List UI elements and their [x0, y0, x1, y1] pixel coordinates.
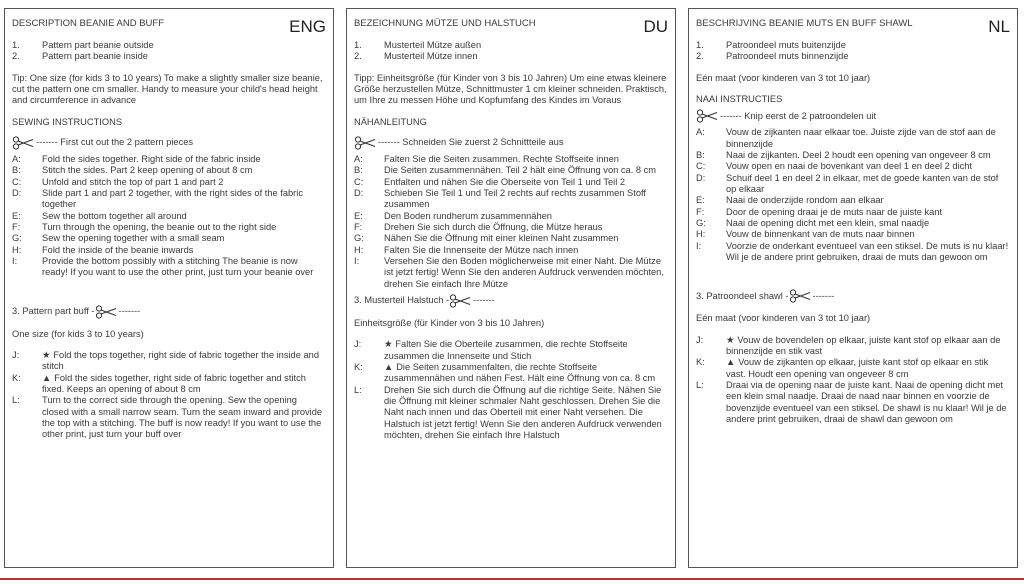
instruction-step — [12, 154, 326, 165]
step-text: Voorzie de onderkant eventueel van een stiksel. De muts is nu klaar! Wil je de andere print gebruiken, draai de muts dan gewoon om — [726, 240, 1009, 262]
step-letter: L: — [696, 379, 704, 390]
step-letter: D: — [354, 187, 364, 198]
step-text: Provide the bottom possibly with a stitching The beanie is now ready! If you want to use the other print, just turn your beanie over — [42, 255, 314, 278]
column-header — [354, 16, 668, 40]
step-letter: K: — [12, 372, 21, 383]
language-code: ENG — [289, 17, 326, 36]
instruction-step — [696, 195, 1010, 206]
step-letter: G: — [12, 233, 22, 244]
instruction-step — [354, 233, 668, 244]
pattern-part-text: Patroondeel muts buitenzijde — [726, 40, 846, 50]
instruction-step — [12, 211, 326, 222]
scissors-icon — [95, 305, 117, 319]
star-marker-icon: ★ — [384, 339, 393, 350]
instruction-step — [354, 188, 668, 211]
step-text: Die Seiten zusammenfalten, die rechte Stoffseite zusammennähen und nähen Fest. Hält eine Öffnung von ca. 8 cm — [384, 361, 656, 384]
step-text: Fold the sides together. Right side of the fabric inside — [42, 153, 261, 164]
step-letter: A: — [354, 153, 363, 164]
step-text: Vouw de bovendelen op elkaar, juiste kant stof op elkaar aan de binnenzijde en stik vast — [726, 334, 1001, 356]
pattern-part-text: Patroondeel muts binnenzijde — [726, 51, 849, 62]
buff-pattern-label: 3. Pattern part buff - — [12, 305, 95, 316]
cut-line — [12, 136, 326, 150]
size-tip: Tipp: Einheitsgröße (für Kinder von 3 bis 10 Jahren) Um eine etwas kleinere Größe herzustellen Mütze, Schnittmuster 1 cm kleiner schneiden. Praktisch, um Ihre zu messen Höhe und Kopfumfang des Kindes im Voraus — [354, 72, 667, 106]
instruction-step — [12, 222, 326, 233]
step-text: Falten Sie die Oberteile zusammen, die rechte Stoffseite zusammen die Innenseite und Stich — [384, 339, 628, 361]
instruction-step — [354, 222, 668, 233]
step-letter: D: — [12, 187, 22, 198]
step-text: Slide part 1 and part 2 together, with the right sides of the fabric together — [42, 187, 303, 210]
pattern-part-text: Pattern part beanie outside — [42, 40, 154, 50]
instruction-step — [696, 127, 1010, 150]
pattern-part-number: 2. — [696, 51, 704, 62]
instructions-column-english — [4, 8, 334, 568]
buff-instruction-step — [354, 362, 668, 385]
buff-instruction-step — [696, 335, 1010, 358]
step-text: Falten Sie die Seiten zusammen. Rechte Stoffseite innen — [384, 153, 619, 164]
column-title: DESCRIPTION BEANIE AND BUFF — [12, 18, 165, 29]
column-header — [696, 16, 1010, 40]
buff-instruction-step — [696, 357, 1010, 380]
step-letter: E: — [696, 195, 705, 206]
step-letter: F: — [12, 221, 21, 232]
step-text: Vouw de zijkanten naar elkaar toe. Juiste zijde van de stof aan de binnenzijde — [726, 127, 996, 149]
step-letter: I: — [354, 255, 360, 266]
step-text: Drehen Sie sich durch die Öffnung auf die richtige Seite. Nähen Sie die Öffnung mit kleiner schmaler Naht geschlossen. Drehen Sie die Naht nach innen und das Oberteil mit einer Naht versehen. Die Halstuch ist jetzt fertig! Wenn Sie den anderen Aufdruck verwenden möchten, drehen Sie einfach Ihre Halstuch — [384, 384, 662, 440]
step-letter: A: — [696, 127, 705, 138]
buff-size: Eén maat (voor kinderen van 3 tot 10 jaar) — [696, 313, 871, 324]
step-letter: G: — [354, 233, 364, 244]
step-content — [384, 362, 668, 385]
step-text: Door de opening draai je de muts naar de juiste kant — [726, 206, 943, 217]
step-text: Naai de opening dicht met een klein, smal naadje — [726, 217, 930, 228]
instruction-step — [12, 165, 326, 176]
pattern-part-number: 1. — [12, 40, 20, 50]
pattern-part-text: Pattern part beanie inside — [42, 51, 148, 62]
buff-size: One size (for kids 3 to 10 years) — [12, 328, 144, 339]
pattern-part-number: 1. — [354, 40, 362, 50]
pattern-part-text: Musterteil Mütze außen — [384, 40, 482, 50]
pattern-part-item — [354, 40, 668, 51]
step-text: Drehen Sie sich durch die Öffnung, die Mütze heraus — [384, 221, 603, 232]
scissors-icon — [354, 136, 376, 150]
step-text: Sew the opening together with a small seam — [42, 233, 225, 244]
cut-instruction: ------- First cut out the 2 pattern pieces — [36, 137, 194, 148]
step-letter: F: — [354, 221, 363, 232]
column-title: BEZEICHNUNG MÜTZE UND HALSTUCH — [354, 18, 536, 29]
buff-pattern-label: 3. Musterteil Halstuch - — [354, 295, 450, 306]
size-tip: Tip: One size (for kids 3 to 10 years) To make a slightly smaller size beanie, cut the pattern one cm smaller. Handy to measure your child's head height and circumference in advance — [12, 72, 323, 106]
sewing-instructions-title: NAAI INSTRUCTIES — [696, 93, 783, 104]
instruction-step — [696, 161, 1010, 172]
buff-size: Einheitsgröße (für Kinder von 3 bis 10 Jahren) — [354, 317, 545, 328]
instruction-step — [696, 218, 1010, 229]
step-letter: H: — [354, 244, 364, 255]
step-letter: J: — [354, 339, 362, 350]
buff-instruction-step — [354, 385, 668, 442]
step-text: Fold the sides together, right side of fabric together and stitch fixed. Keeps an opening of about 8 cm — [42, 372, 306, 394]
star-marker-icon: ★ — [726, 334, 735, 345]
step-text: Falten Sie die Innenseite der Mütze nach innen — [384, 244, 579, 255]
pattern-part-text: Musterteil Mütze innen — [384, 51, 478, 62]
step-text: Entfalten und nähen Sie die Oberseite von Teil 1 und Teil 2 — [384, 176, 626, 187]
scissors-icon — [789, 289, 811, 303]
step-text: Unfold and stitch the top of part 1 and part 2 — [42, 176, 224, 187]
step-text: Den Boden rundherum zusammennähen — [384, 210, 552, 221]
sewing-instructions-title: SEWING INSTRUCTIONS — [12, 116, 123, 127]
buff-instruction-step — [12, 350, 326, 373]
triangle-marker-icon: ▲ — [42, 372, 52, 383]
instruction-step — [12, 256, 326, 279]
sewing-instructions-title: NÄHANLEITUNG — [354, 116, 427, 127]
step-letter: K: — [354, 361, 363, 372]
step-letter: G: — [696, 217, 706, 228]
pattern-part-item — [12, 51, 326, 62]
scissors-icon — [696, 109, 718, 123]
step-letter: H: — [696, 229, 706, 240]
step-letter: E: — [354, 210, 363, 221]
instruction-step — [12, 177, 326, 188]
step-letter: B: — [696, 149, 705, 160]
step-letter: I: — [12, 255, 18, 266]
step-text: Stitch the sides. Part 2 keep opening of about 8 cm — [42, 165, 253, 176]
scissors-icon — [449, 294, 471, 308]
step-text: Turn to the correct side through the opening. Sew the opening closed with a small narrow seam. Turn the seam inward and provide the top with a stitching. The buff is now ready! If you want to use the other print, just turn your buff over — [42, 395, 323, 440]
pattern-part-number: 2. — [12, 51, 20, 62]
instructions-column-dutch — [688, 8, 1018, 568]
step-letter: C: — [12, 176, 22, 187]
column-title: BESCHRIJVING BEANIE MUTS EN BUFF SHAWL — [696, 18, 913, 29]
step-letter: B: — [354, 165, 363, 176]
instruction-step — [354, 211, 668, 222]
step-content — [726, 335, 1010, 358]
instruction-step — [12, 188, 326, 211]
step-letter: I: — [696, 240, 702, 251]
step-text: Naai de onderzijde rondom aan elkaar — [726, 195, 884, 206]
instruction-step — [354, 154, 668, 165]
buff-pattern-dashes: ------- — [118, 305, 141, 316]
step-text: Draai via de opening naar de juiste kant. Naai de opening dicht met een klein smal naadje. Draai de naad naar binnen en voorzie de bovenzijde eventueel van een stiksel. De shawl is nu klaar! Wil je de andere print gebruiken, draai de shawl dan gewoon om — [726, 379, 1007, 424]
buff-instruction-step — [696, 380, 1010, 425]
pattern-part-item — [354, 51, 668, 62]
buff-pattern-part — [354, 294, 668, 308]
pattern-part-item — [696, 40, 1010, 51]
buff-instruction-step — [12, 373, 326, 396]
step-text: Vouw de zijkanten op elkaar, juiste kant stof op elkaar en stik vast. Houdt een opening van ongeveer 8 cm — [726, 357, 989, 379]
step-content — [42, 350, 326, 373]
step-text: Vouw de binnenkant van de muts naar binnen — [726, 229, 915, 240]
step-content — [726, 357, 1010, 380]
step-letter: L: — [354, 384, 362, 395]
step-letter: J: — [12, 349, 20, 360]
step-text: Vouw open en naai de bovenkant van deel 1 en deel 2 dicht — [726, 161, 973, 172]
step-letter: H: — [12, 244, 22, 255]
triangle-marker-icon: ▲ — [384, 361, 394, 372]
pattern-part-item — [12, 40, 326, 51]
language-code: NL — [988, 17, 1010, 36]
step-text: Schieben Sie Teil 1 und Teil 2 rechts auf rechts zusammen Stoff zusammen — [384, 187, 647, 210]
step-letter: J: — [696, 334, 704, 345]
step-text: Versehen Sie den Boden möglicherweise mit einer Naht. Die Mütze ist jetzt fertig! Wenn Sie den anderen Aufdruck verwenden möchten, drehen Sie einfach Ihre Mütze — [384, 255, 664, 289]
step-content — [726, 380, 1010, 425]
language-code: DU — [643, 17, 668, 36]
instruction-step — [12, 245, 326, 256]
buff-pattern-dashes: ------- — [473, 295, 495, 306]
step-letter: C: — [354, 176, 364, 187]
pattern-part-number: 2. — [354, 51, 362, 62]
cut-line — [354, 136, 668, 150]
buff-instruction-step — [12, 395, 326, 440]
instruction-step — [696, 241, 1010, 264]
step-letter: L: — [12, 395, 20, 406]
instruction-step — [696, 207, 1010, 218]
instruction-step — [696, 229, 1010, 240]
cut-instruction: ------- Knip eerst de 2 patroondelen uit — [720, 110, 877, 121]
buff-pattern-part — [696, 289, 1010, 303]
step-letter: K: — [696, 357, 705, 368]
step-content — [384, 385, 668, 442]
step-text: Turn through the opening, the beanie out to the right side — [42, 221, 277, 232]
step-text: Sew the bottom together all around — [42, 210, 187, 221]
step-text: Nähen Sie die Öffnung mit einer kleinen Naht zusammen — [384, 233, 619, 244]
instruction-step — [696, 150, 1010, 161]
step-content — [42, 395, 326, 440]
step-text: Naai de zijkanten. Deel 2 houdt een opening van ongeveer 8 cm — [726, 149, 991, 160]
step-text: Fold the inside of the beanie inwards — [42, 244, 194, 255]
step-content — [42, 373, 326, 396]
star-marker-icon: ★ — [42, 349, 51, 360]
step-text: Die Seiten zusammennähen. Teil 2 hält eine Öffnung von ca. 8 cm — [384, 165, 657, 176]
step-letter: B: — [12, 165, 21, 176]
instruction-step — [354, 165, 668, 176]
cut-instruction: ------- Schneiden Sie zuerst 2 Schnittteile aus — [378, 137, 564, 148]
step-letter: C: — [696, 161, 706, 172]
column-header — [12, 16, 326, 40]
step-letter: E: — [12, 210, 21, 221]
instruction-step — [354, 256, 668, 290]
instruction-step — [696, 173, 1010, 196]
pattern-part-number: 1. — [696, 40, 704, 50]
cut-line — [696, 109, 1010, 123]
triangle-marker-icon: ▲ — [726, 357, 736, 368]
instruction-step — [354, 177, 668, 188]
step-letter: F: — [696, 206, 705, 217]
buff-instruction-step — [354, 339, 668, 362]
instruction-step — [12, 233, 326, 244]
step-letter: D: — [696, 172, 706, 183]
buff-pattern-dashes: ------- — [812, 290, 835, 301]
step-text: Fold the tops together, right side of fabric together the inside and stitch — [42, 349, 319, 372]
instructions-column-german — [346, 8, 676, 568]
step-text: Schuif deel 1 en deel 2 in elkaar, met de goede kanten van de stof op elkaar — [726, 172, 999, 194]
instruction-step — [354, 245, 668, 256]
step-content — [384, 339, 668, 362]
step-letter: A: — [12, 153, 21, 164]
pattern-part-item — [696, 51, 1010, 62]
scissors-icon — [12, 136, 34, 150]
buff-pattern-part — [12, 305, 326, 319]
bottom-rule — [0, 578, 1024, 580]
buff-pattern-label: 3. Patroondeel shawl - — [696, 290, 789, 301]
size-tip: Eén maat (voor kinderen van 3 tot 10 jaar) — [696, 72, 871, 83]
